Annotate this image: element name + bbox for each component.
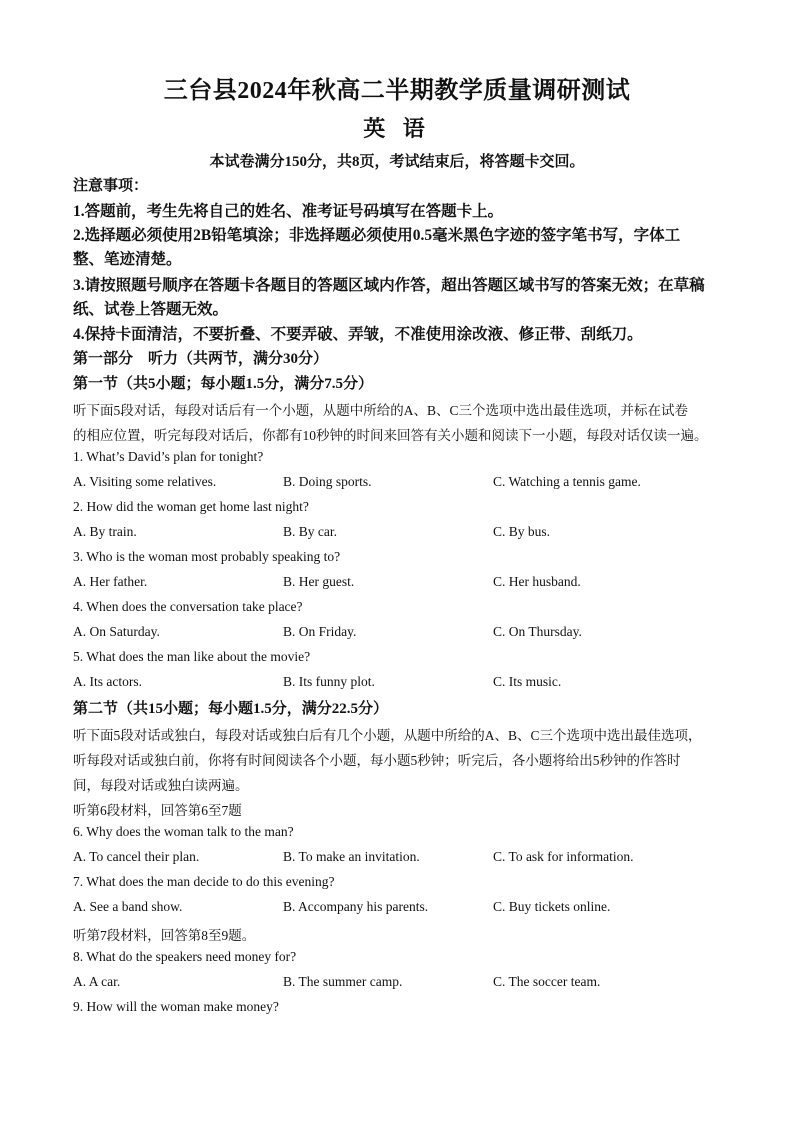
q8-option-b: B. The summer camp. [283,974,403,989]
q3-option-c: C. Her husband. [493,574,581,589]
question-8: 8. What do the speakers need money for? [73,949,297,964]
q5-option-b: B. Its funny plot. [283,674,375,689]
section1-heading: 第一节（共5小题；每小题1.5分，满分7.5分） [73,376,374,392]
q1-option-b: B. Doing sports. [283,474,372,489]
exam-title: 三台县2024年秋高二半期教学质量调研测试 [163,78,631,104]
part1-heading: 第一部分 听力（共两节，满分30分） [73,351,329,367]
q2-option-c: C. By bus. [493,524,551,539]
section2-instructions-line-3: 间，每段对话或独白读两遍。 [73,778,249,793]
notes-heading: 注意事项： [73,178,149,194]
note-3-line-2: 纸、试卷上答题无效。 [73,301,229,318]
note-2-line-2: 整、笔迹清楚。 [73,251,182,268]
note-1: 1.答题前，考生先将自己的姓名、准考证号码填写在答题卡上。 [73,203,504,220]
q1-option-c: C. Watching a tennis game. [493,474,641,489]
q4-option-a: A. On Saturday. [73,624,160,639]
material-7-note: 听第7段材料，回答第8至9题。 [73,928,256,943]
q8-option-a: A. A car. [73,974,121,989]
q3-option-b: B. Her guest. [283,574,355,589]
section2-instructions-line-2: 听每段对话或独白前，你将有时间阅读各个小题，每小题5秒钟；听完后，各小题将给出5秒钟的作答时 [73,753,681,768]
q2-option-b: B. By car. [283,524,337,539]
section1-instructions-line-1: 听下面5段对话，每段对话后有一个小题，从题中所给的A、B、C三个选项中选出最佳选项，并标在试卷 [73,403,689,418]
question-3: 3. Who is the woman most probably speaking to? [73,549,341,564]
q6-option-a: A. To cancel their plan. [73,849,200,864]
question-1: 1. What’s David’s plan for tonight? [73,449,264,464]
section2-instructions-line-1: 听下面5段对话或独白，每段对话或独白后有几个小题，从题中所给的A、B、C三个选项中选出最佳选项， [73,728,702,743]
q7-option-a: A. See a band show. [73,899,183,914]
q6-option-b: B. To make an invitation. [283,849,420,864]
q5-option-c: C. Its music. [493,674,562,689]
q5-option-a: A. Its actors. [73,674,142,689]
q3-option-a: A. Her father. [73,574,148,589]
q4-option-b: B. On Friday. [283,624,357,639]
q4-option-c: C. On Thursday. [493,624,582,639]
question-2: 2. How did the woman get home last night? [73,499,309,514]
question-5: 5. What does the man like about the movie? [73,649,311,664]
question-4: 4. When does the conversation take place? [73,599,303,614]
note-2-line-1: 2.选择题必须使用2B铅笔填涂；非选择题必须使用0.5毫米黑色字迹的签字笔书写，字体工 [73,227,681,244]
question-6: 6. Why does the woman talk to the man? [73,824,294,839]
q2-option-a: A. By train. [73,524,137,539]
q6-option-c: C. To ask for information. [493,849,634,864]
section1-instructions-line-2: 的相应位置，听完每段对话后，你都有10秒钟的时间来回答有关小题和阅读下一小题，每段对话仅读一遍。 [73,428,708,443]
subject-title: 英 语 [363,116,431,141]
note-4: 4.保持卡面清洁，不要折叠、不要弄破、弄皱，不准使用涂改液、修正带、刮纸刀。 [73,326,643,343]
q8-option-c: C. The soccer team. [493,974,601,989]
note-3-line-1: 3.请按照题号顺序在答题卡各题目的答题区域内作答，超出答题区域书写的答案无效；在草稿 [73,277,705,294]
question-9: 9. How will the woman make money? [73,999,279,1014]
q7-option-c: C. Buy tickets online. [493,899,611,914]
section2-heading: 第二节（共15小题；每小题1.5分，满分22.5分） [73,701,389,717]
exam-intro: 本试卷满分150分，共8页，考试结束后，将答题卡交回。 [209,154,585,170]
material-6-note: 听第6段材料，回答第6至7题 [73,803,242,818]
q1-option-a: A. Visiting some relatives. [73,474,217,489]
question-7: 7. What does the man decide to do this evening? [73,874,335,889]
q7-option-b: B. Accompany his parents. [283,899,429,914]
